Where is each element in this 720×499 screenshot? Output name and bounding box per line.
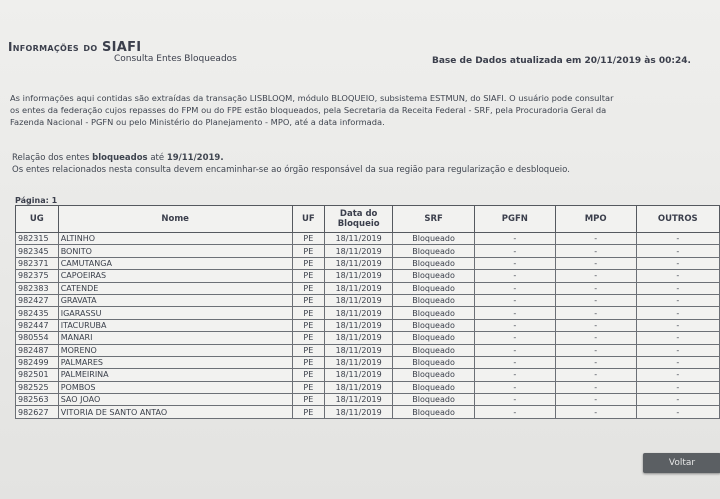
relation-info [12, 152, 702, 176]
cell-uf: PE [292, 344, 324, 356]
table-row [16, 356, 720, 368]
cell-srf: Bloqueado [393, 319, 475, 331]
cell-outros: - [636, 245, 719, 257]
cell-outros: - [636, 282, 719, 294]
cell-outros: - [636, 406, 719, 418]
cell-uf: PE [292, 381, 324, 393]
cell-srf: Bloqueado [393, 356, 475, 368]
cell-uf: PE [292, 394, 324, 406]
cell-pgfn: - [474, 233, 555, 245]
relation-date: 19/11/2019. [166, 153, 224, 163]
cell-uf: PE [292, 245, 324, 257]
header-data-line2: Bloqueio [337, 219, 380, 229]
cell-outros: - [636, 307, 719, 319]
cell-data-bloqueio: 18/11/2019 [325, 381, 393, 393]
cell-mpo: - [555, 344, 636, 356]
cell-pgfn: - [474, 282, 555, 294]
cell-pgfn: - [474, 394, 555, 406]
header-pgfn: PGFN [474, 206, 555, 233]
cell-data-bloqueio: 18/11/2019 [325, 307, 393, 319]
table-row [16, 270, 720, 282]
table-header-row [16, 206, 720, 233]
cell-srf: Bloqueado [393, 245, 475, 257]
cell-uf: PE [292, 356, 324, 368]
cell-srf: Bloqueado [393, 381, 475, 393]
cell-uf: PE [292, 270, 324, 282]
pagination-label: Página: 1 [15, 196, 58, 205]
cell-nome: CATENDE [58, 282, 292, 294]
cell-ug: 982501 [16, 369, 59, 381]
table-row [16, 319, 720, 331]
intro-line-1: As informações aqui contidas são extraídas da transação LISBLOQM, módulo BLOQUEIO, subsistema ESTMUN, do SIAFI. O usuário pode consultar [10, 93, 614, 103]
cell-nome: PALMEIRINA [58, 369, 292, 381]
header-srf: SRF [393, 206, 475, 233]
cell-mpo: - [555, 356, 636, 368]
database-update-info: Base de Dados atualizada em 20/11/2019 às 00:24. [432, 56, 691, 66]
header-nome: Nome [58, 206, 292, 233]
cell-ug: 982315 [16, 233, 59, 245]
cell-ug: 982383 [16, 282, 59, 294]
cell-uf: PE [292, 369, 324, 381]
cell-outros: - [636, 344, 719, 356]
cell-data-bloqueio: 18/11/2019 [325, 294, 393, 306]
relation-middle: até [150, 153, 165, 163]
cell-uf: PE [292, 257, 324, 269]
cell-data-bloqueio: 18/11/2019 [325, 245, 393, 257]
cell-srf: Bloqueado [393, 406, 475, 418]
cell-srf: Bloqueado [393, 332, 475, 344]
cell-mpo: - [555, 233, 636, 245]
table-row [16, 282, 720, 294]
cell-pgfn: - [474, 257, 555, 269]
cell-pgfn: - [474, 294, 555, 306]
cell-data-bloqueio: 18/11/2019 [325, 233, 393, 245]
cell-outros: - [636, 233, 719, 245]
cell-outros: - [636, 381, 719, 393]
cell-mpo: - [555, 394, 636, 406]
cell-nome: POMBOS [58, 381, 292, 393]
voltar-button[interactable]: Voltar [643, 453, 720, 473]
cell-nome: GRAVATA [58, 294, 292, 306]
header-uf: UF [292, 206, 324, 233]
cell-srf: Bloqueado [393, 233, 475, 245]
cell-srf: Bloqueado [393, 394, 475, 406]
table-row [16, 394, 720, 406]
cell-pgfn: - [474, 406, 555, 418]
cell-data-bloqueio: 18/11/2019 [325, 369, 393, 381]
cell-mpo: - [555, 319, 636, 331]
cell-mpo: - [555, 294, 636, 306]
cell-data-bloqueio: 18/11/2019 [325, 356, 393, 368]
cell-mpo: - [555, 257, 636, 269]
cell-pgfn: - [474, 307, 555, 319]
cell-mpo: - [555, 406, 636, 418]
cell-outros: - [636, 270, 719, 282]
cell-uf: PE [292, 319, 324, 331]
cell-ug: 982499 [16, 356, 59, 368]
cell-pgfn: - [474, 332, 555, 344]
cell-nome: MORENO [58, 344, 292, 356]
cell-pgfn: - [474, 356, 555, 368]
cell-outros: - [636, 332, 719, 344]
relation-line-1 [12, 152, 702, 164]
cell-ug: 982487 [16, 344, 59, 356]
cell-ug: 982435 [16, 307, 59, 319]
page-title-siafi: SIAFI [101, 40, 142, 55]
cell-nome: IGARASSU [58, 307, 292, 319]
cell-srf: Bloqueado [393, 270, 475, 282]
cell-ug: 982345 [16, 245, 59, 257]
cell-mpo: - [555, 245, 636, 257]
table-row [16, 406, 720, 418]
cell-ug: 982627 [16, 406, 59, 418]
cell-outros: - [636, 257, 719, 269]
cell-srf: Bloqueado [393, 257, 475, 269]
cell-ug: 982447 [16, 319, 59, 331]
cell-srf: Bloqueado [393, 344, 475, 356]
cell-nome: VITORIA DE SANTO ANTAO [58, 406, 292, 418]
cell-nome: MANARI [58, 332, 292, 344]
header-ug: UG [16, 206, 59, 233]
cell-ug: 982525 [16, 381, 59, 393]
cell-srf: Bloqueado [393, 282, 475, 294]
cell-data-bloqueio: 18/11/2019 [325, 406, 393, 418]
cell-srf: Bloqueado [393, 307, 475, 319]
cell-mpo: - [555, 282, 636, 294]
cell-nome: CAPOEIRAS [58, 270, 292, 282]
cell-nome: SAO JOAO [58, 394, 292, 406]
cell-outros: - [636, 294, 719, 306]
blocked-entities-table [15, 205, 720, 419]
cell-ug: 982563 [16, 394, 59, 406]
cell-ug: 982427 [16, 294, 59, 306]
table-row [16, 294, 720, 306]
cell-data-bloqueio: 18/11/2019 [325, 394, 393, 406]
cell-pgfn: - [474, 319, 555, 331]
cell-pgfn: - [474, 381, 555, 393]
intro-line-3: Fazenda Nacional - PGFN ou pelo Ministério do Planejamento - MPO, até a data informada. [10, 117, 385, 127]
cell-pgfn: - [474, 344, 555, 356]
cell-data-bloqueio: 18/11/2019 [325, 270, 393, 282]
table-row [16, 344, 720, 356]
header-data-bloqueio [325, 206, 393, 233]
intro-line-2: os entes da federação cujos repasses do FPM ou do FPE estão bloqueados, pela Secretaria da Receita Federal - SRF, pela Procuradoria Geral da [10, 105, 607, 115]
cell-nome: BONITO [58, 245, 292, 257]
table-row [16, 233, 720, 245]
cell-uf: PE [292, 307, 324, 319]
table-row [16, 381, 720, 393]
cell-uf: PE [292, 332, 324, 344]
cell-mpo: - [555, 332, 636, 344]
cell-ug: 980554 [16, 332, 59, 344]
cell-nome: CAMUTANGA [58, 257, 292, 269]
page-title-prefix: Informações do [8, 40, 98, 54]
cell-mpo: - [555, 381, 636, 393]
table-row [16, 369, 720, 381]
cell-data-bloqueio: 18/11/2019 [325, 257, 393, 269]
cell-uf: PE [292, 282, 324, 294]
cell-data-bloqueio: 18/11/2019 [325, 319, 393, 331]
cell-data-bloqueio: 18/11/2019 [325, 332, 393, 344]
header-outros: OUTROS [636, 206, 719, 233]
header-data-line1: Data do [339, 209, 378, 219]
cell-ug: 982375 [16, 270, 59, 282]
cell-nome: PALMARES [58, 356, 292, 368]
cell-mpo: - [555, 307, 636, 319]
cell-ug: 982371 [16, 257, 59, 269]
cell-uf: PE [292, 294, 324, 306]
cell-data-bloqueio: 18/11/2019 [325, 282, 393, 294]
cell-data-bloqueio: 18/11/2019 [325, 344, 393, 356]
cell-outros: - [636, 369, 719, 381]
cell-outros: - [636, 394, 719, 406]
relation-prefix: Relação dos entes [12, 153, 90, 163]
cell-pgfn: - [474, 369, 555, 381]
cell-outros: - [636, 356, 719, 368]
table-row [16, 307, 720, 319]
cell-srf: Bloqueado [393, 294, 475, 306]
relation-line-2: Os entes relacionados nesta consulta devem encaminhar-se ao órgão responsável da sua região para regularização e desbloqueio. [12, 165, 570, 175]
cell-srf: Bloqueado [393, 369, 475, 381]
cell-outros: - [636, 319, 719, 331]
page-subtitle: Consulta Entes Bloqueados [114, 54, 237, 64]
cell-uf: PE [292, 406, 324, 418]
cell-uf: PE [292, 233, 324, 245]
table-row [16, 257, 720, 269]
intro-paragraph [10, 92, 710, 128]
table-row [16, 332, 720, 344]
table-body [16, 233, 720, 419]
page-title [8, 40, 141, 55]
relation-bold-word: bloqueados [92, 153, 148, 163]
table-row [16, 245, 720, 257]
cell-nome: ITACURUBA [58, 319, 292, 331]
cell-nome: ALTINHO [58, 233, 292, 245]
header-mpo: MPO [555, 206, 636, 233]
cell-mpo: - [555, 270, 636, 282]
cell-mpo: - [555, 369, 636, 381]
cell-pgfn: - [474, 245, 555, 257]
cell-pgfn: - [474, 270, 555, 282]
